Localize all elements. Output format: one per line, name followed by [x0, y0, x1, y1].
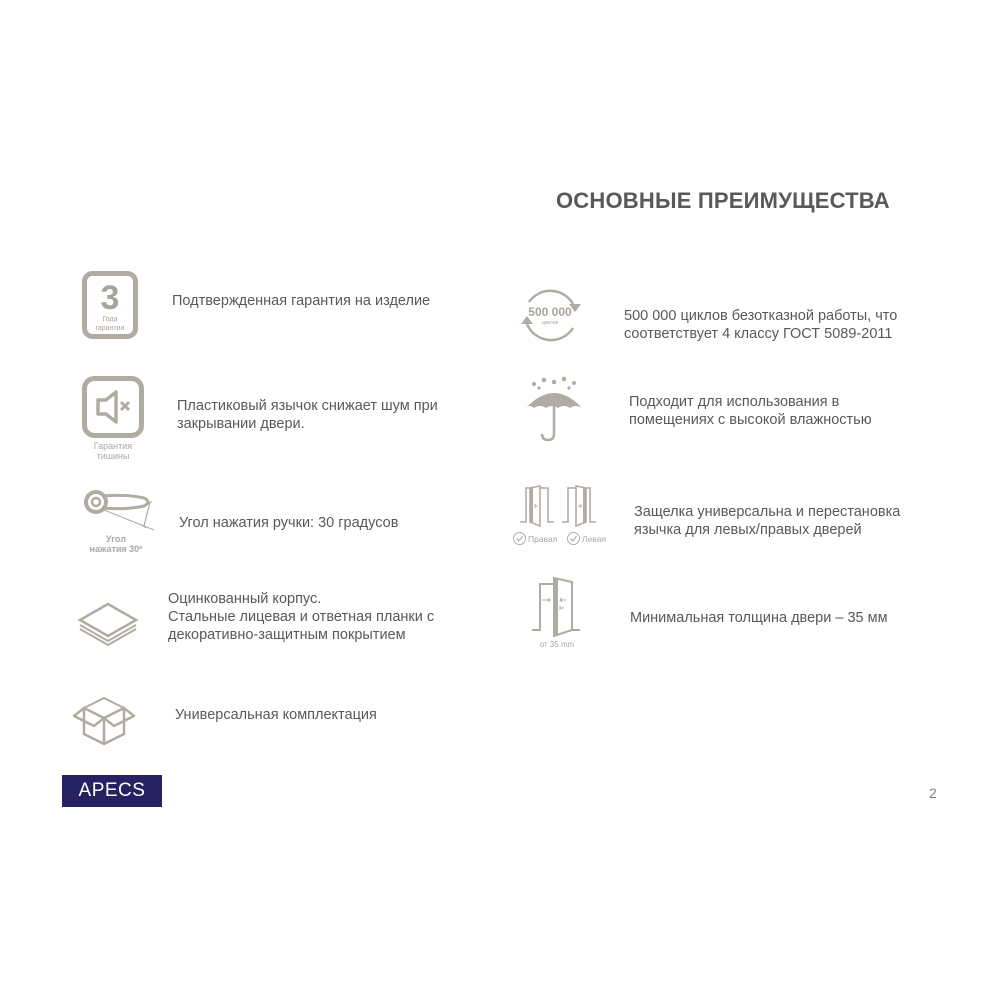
- feature-body-line-1: Оцинкованный корпус.: [168, 591, 322, 607]
- warranty-label-2: гарантии: [95, 325, 125, 332]
- feature-warranty-text: Подтвержденная гарантия на изделие: [172, 293, 431, 309]
- feature-cycles-line-2: соответствует 4 классу ГОСТ 5089-2011: [624, 326, 893, 342]
- door-handle-angle-icon: [82, 488, 158, 532]
- door-right-label: Правая: [528, 533, 558, 544]
- cycles-number: 500 000: [528, 305, 572, 319]
- feature-silence-text: [177, 397, 438, 433]
- layers-icon: [76, 600, 140, 646]
- feature-cycles-line-1: 500 000 циклов безотказной работы, что: [624, 308, 898, 324]
- feature-body-line-2: Стальные лицевая и ответная планки с: [168, 609, 435, 625]
- door-thickness-label: от 35 mm: [539, 640, 575, 649]
- feature-body-text: [168, 590, 434, 644]
- silence-label-1: Гарантия: [93, 441, 133, 451]
- handle-angle-label-2: нажатия 30º: [89, 544, 143, 554]
- check-circle-icon: [567, 532, 580, 545]
- handle-angle-label: [76, 534, 156, 554]
- feature-humidity-line-1: Подходит для использования в: [629, 394, 840, 410]
- feature-handle-angle-text: Угол нажатия ручки: 30 градусов: [179, 515, 399, 531]
- umbrella-rain-icon: [524, 374, 584, 442]
- warranty-3-years-icon: [82, 271, 138, 339]
- warranty-number: 3: [100, 279, 120, 317]
- silence-label-2: тишины: [96, 451, 130, 461]
- box-icon: [70, 690, 138, 746]
- feature-body-line-3: декоративно-защитным покрытием: [168, 627, 406, 643]
- warranty-label-1: Года: [102, 316, 118, 323]
- door-left-right-icon: [518, 484, 598, 530]
- feature-kit-text: Универсальная комплектация: [175, 707, 377, 723]
- door-right-check: [513, 532, 557, 545]
- silence-label: [78, 441, 148, 461]
- feature-universal-latch-text: [634, 503, 900, 539]
- apecs-logo: APECS: [62, 775, 162, 807]
- page-title: ОСНОВНЫЕ ПРЕИМУЩЕСТВА: [556, 188, 890, 213]
- feature-door-thickness-text: Минимальная толщина двери – 35 мм: [630, 610, 888, 626]
- feature-universal-latch-line-2: язычка для левых/правых дверей: [634, 522, 862, 538]
- feature-silence-line-2: закрывании двери.: [177, 416, 305, 432]
- door-thickness-icon: [530, 576, 584, 638]
- handle-angle-label-1: Угол: [106, 534, 126, 544]
- cycles-label: циклов: [541, 320, 559, 326]
- page-number: 2: [929, 785, 937, 801]
- feature-humidity-text: [629, 393, 872, 429]
- check-circle-icon: [513, 532, 526, 545]
- door-left-label: Левая: [582, 533, 607, 544]
- cycles-icon: [515, 284, 587, 346]
- feature-cycles-text: [624, 307, 897, 343]
- door-left-check: [567, 532, 606, 545]
- speaker-mute-icon: [82, 376, 144, 438]
- feature-humidity-line-2: помещениях с высокой влажностью: [629, 412, 872, 428]
- feature-silence-line-1: Пластиковый язычок снижает шум при: [177, 398, 438, 414]
- feature-universal-latch-line-1: Защелка универсальна и перестановка: [634, 504, 901, 520]
